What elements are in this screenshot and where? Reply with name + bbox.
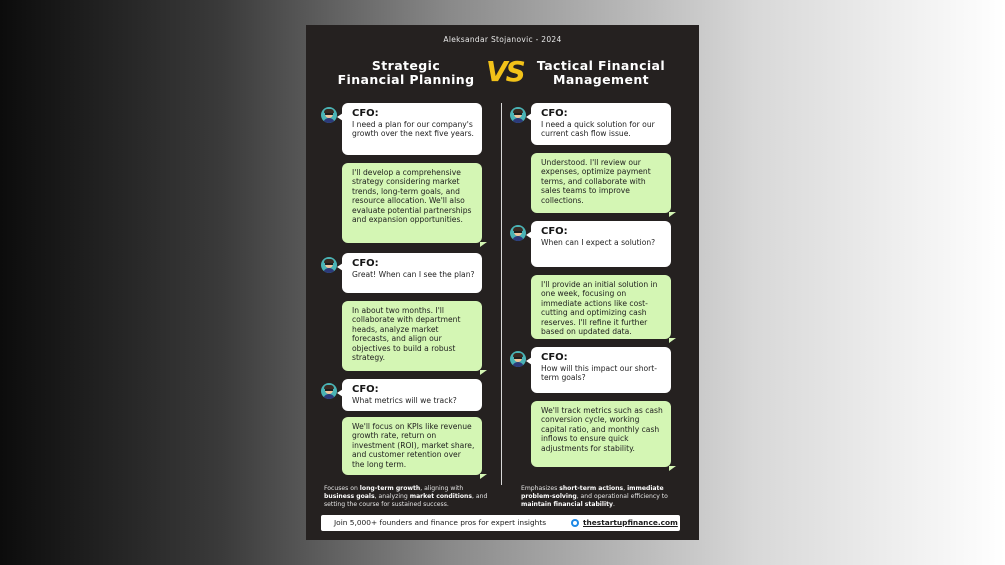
speaker-label: CFO: — [352, 384, 379, 395]
summary-text: , aligning with — [420, 485, 464, 492]
speaker-label: CFO: — [352, 258, 379, 269]
right-answer-3: We'll track metrics such as cash conversion cycle, working capital ratio, and monthly cash inflows to ensure quick adjustments for stability. — [541, 406, 663, 453]
left-cfo-bubble-1 — [342, 103, 482, 155]
right-answer-2: I'll provide an initial solution in one week, focusing on immediate actions like cost-cutting and optimizing cash reserves. I'll refine it further based on updated data. — [541, 280, 658, 337]
summary-text: , analyzing — [374, 493, 410, 500]
author-credit: Aleksandar Stojanovic - 2024 — [443, 35, 562, 44]
speaker-label: CFO: — [541, 352, 568, 363]
right-question-2: When can I expect a solution? — [541, 238, 656, 247]
left-reply-bubble-1 — [342, 163, 482, 243]
summary-text: Emphasizes — [521, 485, 560, 492]
left-cfo-bubble-2 — [342, 253, 482, 293]
cta-banner — [321, 515, 680, 531]
left-reply-bubble-2 — [342, 301, 482, 371]
summary-text: , and setting the course for sustained success. — [324, 493, 488, 508]
cfo-avatar-icon — [321, 257, 337, 273]
right-cfo-bubble-3 — [531, 347, 671, 393]
right-question-1: I need a quick solution for our current cash flow issue. — [541, 120, 655, 139]
left-summary — [324, 485, 494, 509]
left-answer-1: I'll develop a comprehensive strategy considering market trends, long-term goals, and resource allocation. We'll also evaluate potential partnerships and expansion opportunities. — [352, 168, 472, 225]
left-cfo-bubble-3 — [342, 379, 482, 411]
speaker-label: CFO: — [541, 108, 568, 119]
infographic-poster — [306, 25, 699, 540]
right-question-3: How will this impact our short-term goals? — [541, 364, 658, 383]
right-title-line-1: Tactical Financial — [536, 58, 666, 73]
left-question-2: Great! When can I see the plan? — [352, 270, 475, 279]
left-answer-2: In about two months. I'll collaborate with department heads, analyze market forecasts, and align our objectives to build a robust strategy. — [352, 306, 461, 363]
cta-text: Join 5,000+ founders and finance pros for expert insights — [334, 518, 547, 527]
summary-text: , — [623, 485, 628, 492]
summary-text: Focuses on — [324, 485, 360, 492]
right-column-title — [521, 59, 681, 87]
left-title-line-1: Strategic — [371, 58, 441, 73]
left-column-title — [326, 59, 486, 87]
cfo-avatar-icon — [321, 107, 337, 123]
right-reply-bubble-2 — [531, 275, 671, 339]
right-cfo-bubble-2 — [531, 221, 671, 267]
vs-badge: VS — [486, 55, 524, 88]
right-reply-bubble-3 — [531, 401, 671, 467]
left-answer-3: We'll focus on KPIs like revenue growth rate, return on investment (ROI), market share, and customer retention over the long term. — [352, 422, 475, 469]
summary-highlight: short-term actions — [559, 485, 624, 492]
left-question-1: I need a plan for our company's growth over the next five years. — [352, 120, 474, 139]
speaker-label: CFO: — [541, 226, 568, 237]
right-answer-1: Understood. I'll review our expenses, optimize payment terms, and collaborate with sales teams to improve collections. — [541, 158, 651, 205]
summary-highlight: business goals — [324, 493, 375, 500]
summary-text: . — [612, 501, 615, 508]
left-reply-bubble-3 — [342, 417, 482, 475]
summary-text: , and operational efficiency to — [576, 493, 668, 500]
summary-highlight: immediate problem-solving — [521, 485, 664, 500]
cfo-avatar-icon — [510, 107, 526, 123]
right-summary — [521, 485, 686, 509]
summary-highlight: maintain financial stability — [521, 501, 613, 508]
speaker-label: CFO: — [352, 108, 379, 119]
summary-highlight: market conditions — [409, 493, 472, 500]
link-icon — [571, 519, 579, 527]
right-reply-bubble-1 — [531, 153, 671, 213]
cfo-avatar-icon — [321, 383, 337, 399]
summary-highlight: long-term growth — [359, 485, 421, 492]
column-divider — [501, 103, 502, 485]
left-title-line-2: Financial Planning — [337, 72, 475, 87]
cfo-avatar-icon — [510, 351, 526, 367]
website-link[interactable]: thestartupfinance.com — [583, 518, 678, 527]
left-question-3: What metrics will we track? — [352, 396, 457, 405]
right-title-line-2: Management — [552, 72, 649, 87]
right-cfo-bubble-1 — [531, 103, 671, 145]
cfo-avatar-icon — [510, 225, 526, 241]
